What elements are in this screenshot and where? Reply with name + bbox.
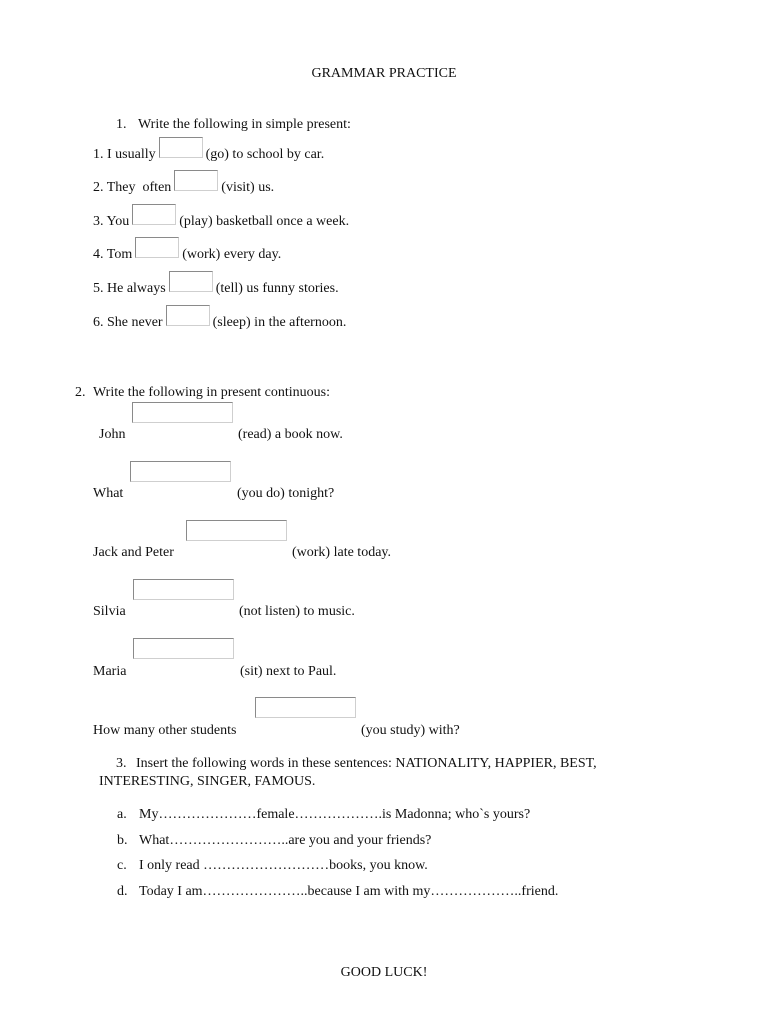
item-number: 4.: [93, 247, 104, 262]
section2-item-2-subject: What: [93, 486, 124, 501]
section3-heading-line2: INTERESTING, SINGER, FAMOUS.: [99, 774, 316, 789]
answer-box-how-many-students[interactable]: [255, 697, 356, 718]
answer-box-john[interactable]: [132, 402, 233, 423]
section3-item-b-text: What……………………..are you and your friends?: [139, 833, 432, 848]
item-text-after: (play) basketball once a week.: [179, 214, 350, 229]
item-text-before: She never: [107, 315, 163, 330]
item-number: 2.: [93, 180, 104, 195]
item-text-before: He always: [107, 281, 166, 296]
footer-good-luck: GOOD LUCK!: [340, 965, 428, 980]
answer-box[interactable]: [166, 305, 210, 326]
item-text-before: Tom: [106, 247, 133, 262]
section2-heading-text: Write the following in present continuous:: [93, 385, 331, 400]
section3-heading-text: Insert the following words in these sentences: NATIONALITY, HAPPIER, BEST,: [136, 756, 597, 771]
section1-item-1: [93, 142, 324, 163]
section1-heading-text: Write the following in simple present:: [138, 117, 351, 132]
section3-number: 3.: [116, 756, 127, 771]
section3-item-a-text: My…………………female……………….is Madonna; who`s yours?: [139, 807, 531, 822]
item-number: 1.: [93, 147, 104, 162]
answer-box-jack-and-peter[interactable]: [186, 520, 287, 541]
section2-item-6-subject: How many other students: [93, 723, 237, 738]
section2-heading: [75, 385, 330, 401]
item-text-after: (go) to school by car.: [205, 147, 325, 162]
item-text-after: (visit) us.: [221, 180, 275, 195]
section3-item-d-text: Today I am…………………..because I am with my………………..friend.: [139, 884, 559, 899]
section2-item-4-rest: (not listen) to music.: [239, 604, 355, 619]
answer-box[interactable]: [174, 170, 218, 191]
item-text-before: You: [106, 214, 130, 229]
item-text-before: They often: [106, 180, 172, 195]
section1-item-6: [93, 310, 346, 331]
section2-item-1-subject: John: [99, 427, 126, 442]
section3-item-b-letter: b.: [117, 833, 128, 848]
section1-item-5: [93, 276, 339, 297]
answer-box[interactable]: [159, 137, 203, 158]
section2-item-6-rest: (you study) with?: [361, 723, 460, 738]
item-text-before: I usually: [107, 147, 156, 162]
section2-item-3-subject: Jack and Peter: [93, 545, 174, 560]
section3-heading: [116, 756, 597, 772]
section3-item-c-text: I only read ………………………books, you know.: [139, 858, 428, 873]
section2-item-4-subject: Silvia: [93, 604, 126, 619]
section3-item-a-letter: a.: [117, 807, 127, 822]
answer-box-what[interactable]: [130, 461, 231, 482]
section2-item-5-rest: (sit) next to Paul.: [240, 664, 337, 679]
section1-number: 1.: [116, 117, 127, 132]
section3-item-d-letter: d.: [117, 884, 128, 899]
answer-box[interactable]: [169, 271, 213, 292]
item-number: 3.: [93, 214, 104, 229]
section1-item-2: [93, 175, 274, 196]
item-number: 6.: [93, 315, 104, 330]
section2-item-5-subject: Maria: [93, 664, 127, 679]
answer-box[interactable]: [132, 204, 176, 225]
section2-item-2-rest: (you do) tonight?: [237, 486, 335, 501]
item-text-after: (sleep) in the afternoon.: [212, 315, 347, 330]
item-text-after: (work) every day.: [182, 247, 282, 262]
answer-box-maria[interactable]: [133, 638, 234, 659]
section2-item-1-rest: (read) a book now.: [238, 427, 343, 442]
answer-box-silvia[interactable]: [133, 579, 234, 600]
section1-item-3: [93, 209, 349, 230]
item-text-after: (tell) us funny stories.: [215, 281, 339, 296]
page-title: GRAMMAR PRACTICE: [311, 66, 457, 81]
section2-number: 2.: [75, 385, 86, 400]
answer-box[interactable]: [135, 237, 179, 258]
section2-item-3-rest: (work) late today.: [292, 545, 391, 560]
section1-heading: [116, 117, 351, 133]
item-number: 5.: [93, 281, 104, 296]
section3-item-c-letter: c.: [117, 858, 127, 873]
section1-item-4: [93, 242, 281, 263]
